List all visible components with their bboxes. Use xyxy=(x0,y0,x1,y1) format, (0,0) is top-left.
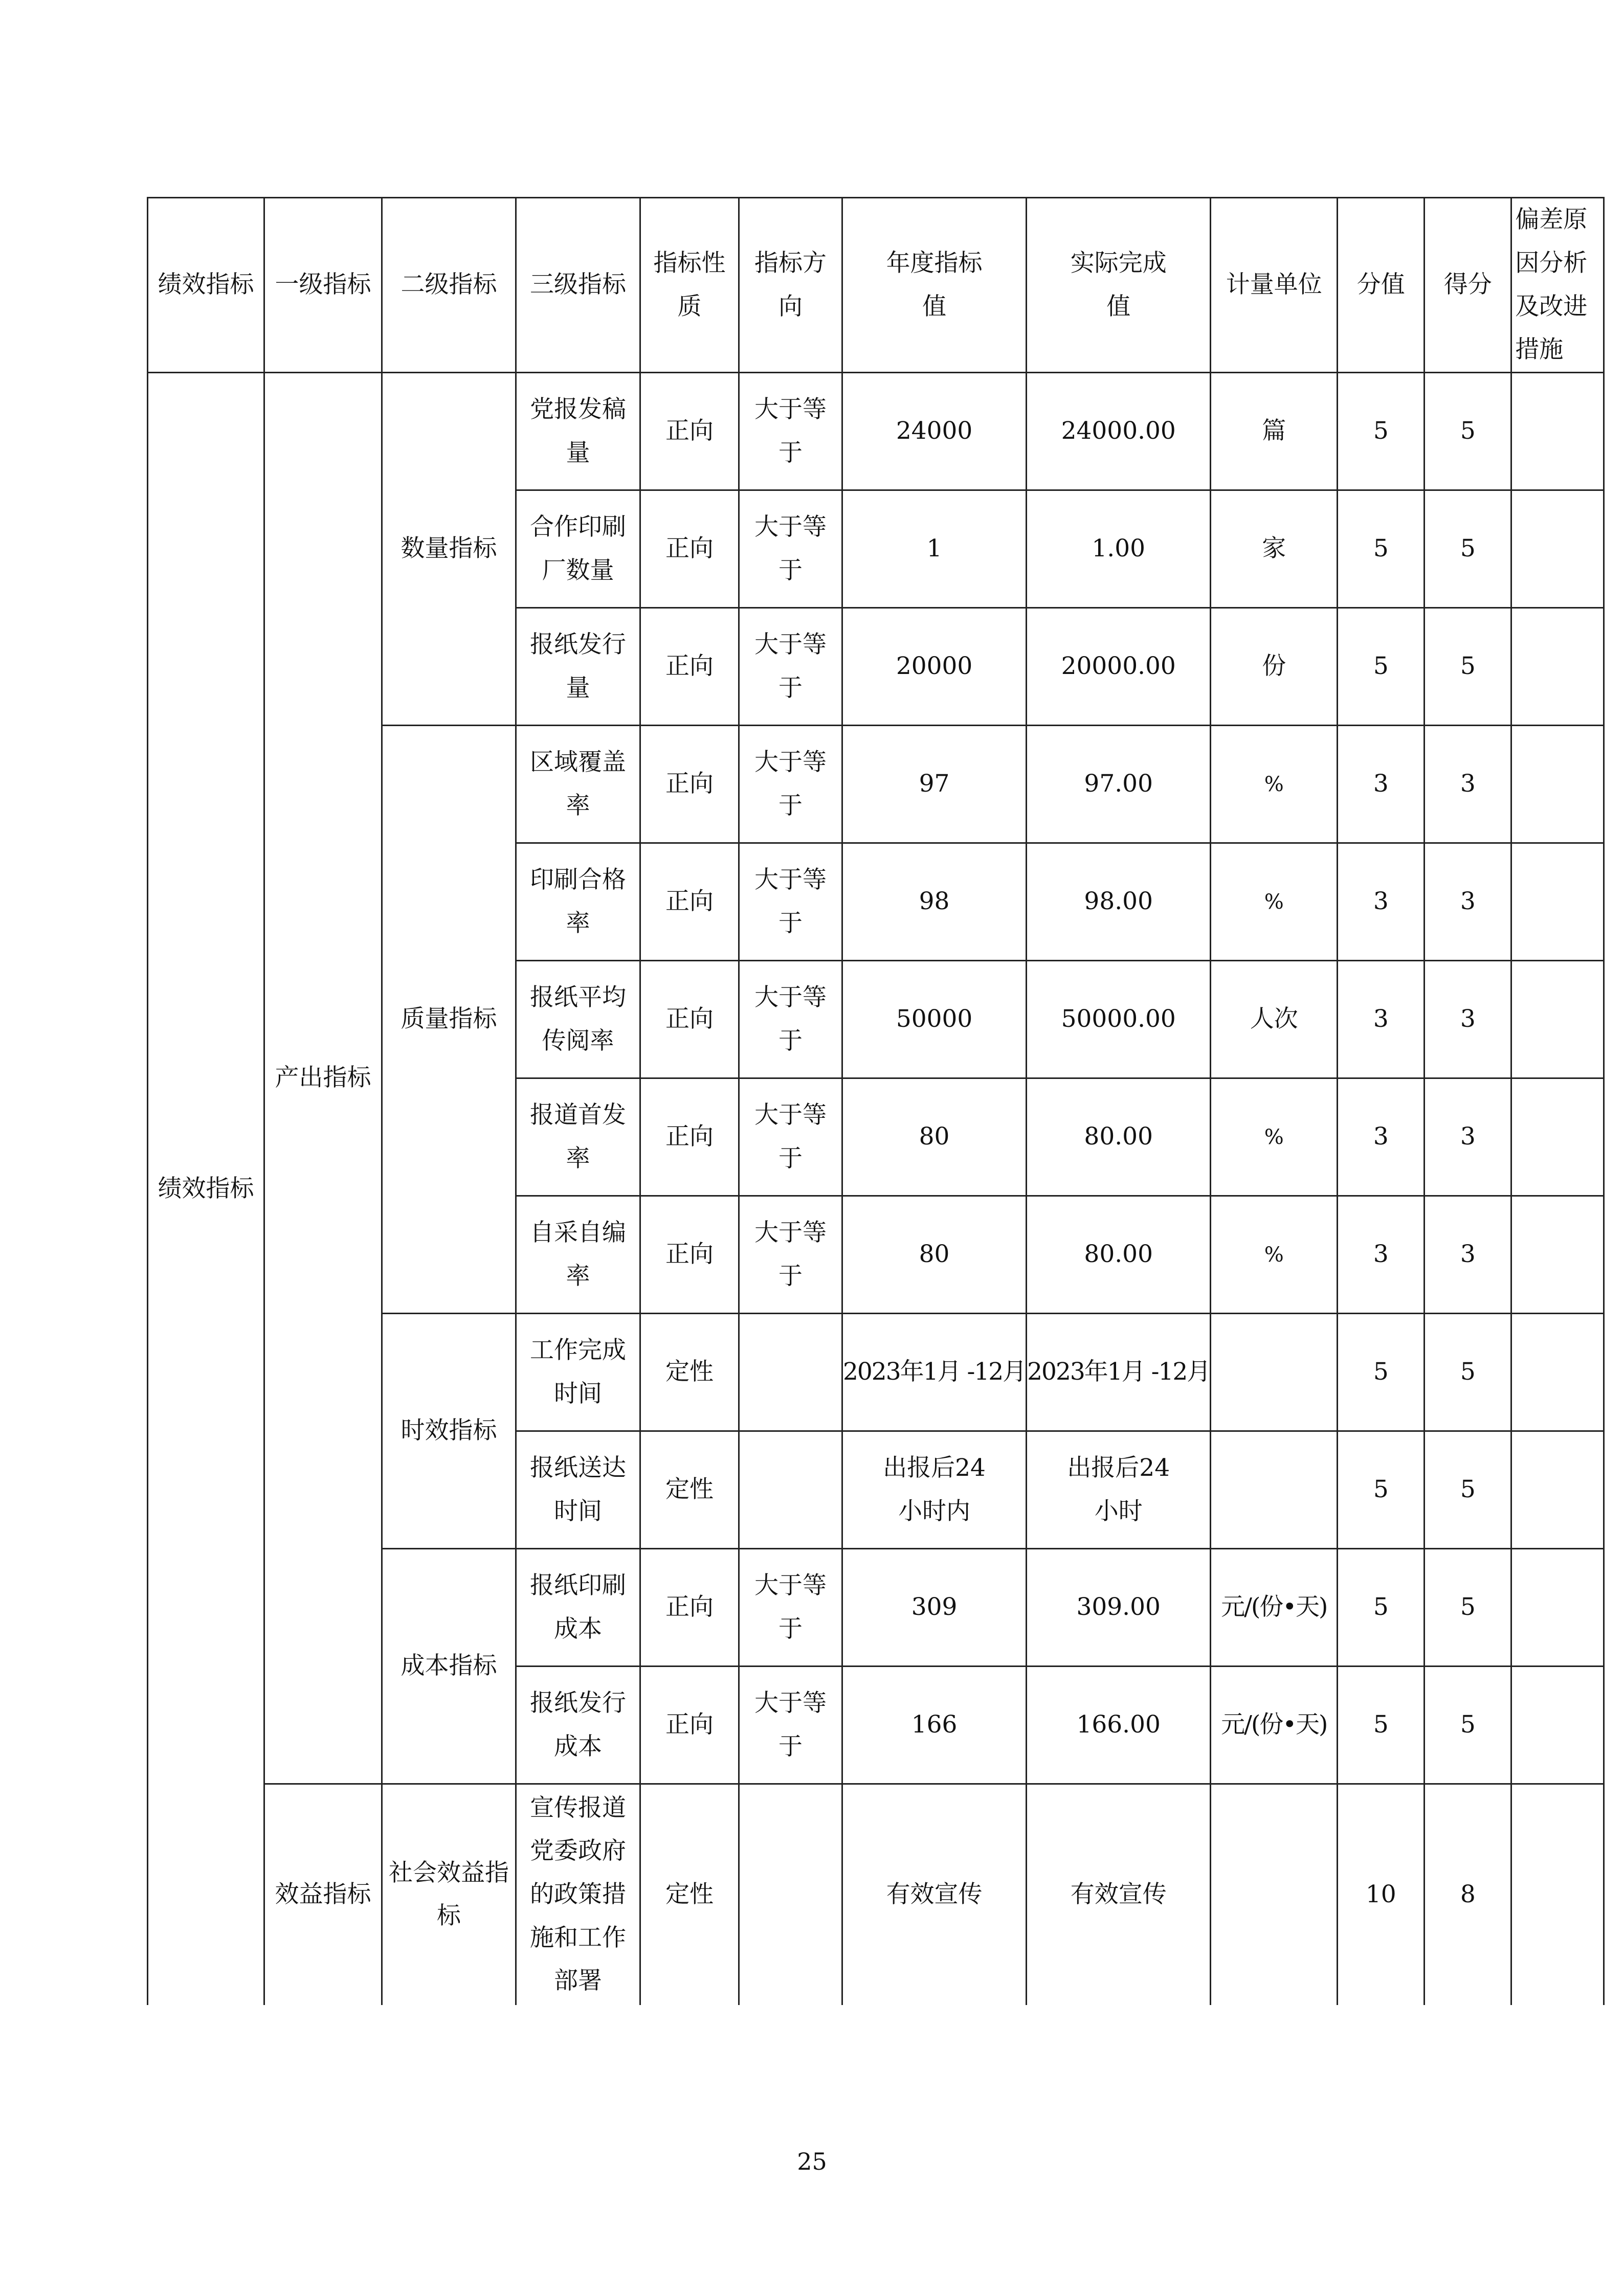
nature-cell: 正向 xyxy=(640,1667,739,1784)
nature-cell: 正向 xyxy=(640,726,739,843)
deviation-cell xyxy=(1511,1196,1604,1314)
target-value-cell: 20000 xyxy=(842,608,1027,726)
nature-cell: 正向 xyxy=(640,1549,739,1667)
deviation-cell xyxy=(1511,608,1604,726)
table-row xyxy=(148,373,1604,490)
direction-cell: 大于等于 xyxy=(739,1078,842,1196)
weight-cell: 5 xyxy=(1338,608,1425,726)
group-benefit: 效益指标 xyxy=(264,1784,382,2005)
actual-value-cell: 1.00 xyxy=(1027,490,1211,608)
actual-value-cell: 80.00 xyxy=(1027,1078,1211,1196)
nature-cell: 正向 xyxy=(640,1196,739,1314)
actual-value-cell: 80.00 xyxy=(1027,1196,1211,1314)
target-value-cell: 24000 xyxy=(842,373,1027,490)
weight-cell: 5 xyxy=(1338,1431,1425,1549)
direction-cell xyxy=(739,1431,842,1549)
nature-cell: 正向 xyxy=(640,490,739,608)
header-cell: 二级指标 xyxy=(382,198,516,373)
header-cell: 得分 xyxy=(1425,198,1511,373)
unit-cell: 元/(份•天) xyxy=(1211,1667,1338,1784)
weight-cell: 3 xyxy=(1338,961,1425,1078)
nature-cell: 定性 xyxy=(640,1784,739,2005)
unit-cell xyxy=(1211,1784,1338,2005)
actual-value-cell: 50000.00 xyxy=(1027,961,1211,1078)
indicator-name-cell: 合作印刷 厂数量 xyxy=(516,490,640,608)
weight-cell: 5 xyxy=(1338,490,1425,608)
actual-value-cell: 出报后24 小时 xyxy=(1027,1431,1211,1549)
direction-cell: 大于等于 xyxy=(739,490,842,608)
direction-cell: 大于等于 xyxy=(739,726,842,843)
deviation-cell xyxy=(1511,373,1604,490)
group-performance: 绩效指标 xyxy=(148,373,264,2005)
direction-cell: 大于等于 xyxy=(739,843,842,961)
direction-cell: 大于等于 xyxy=(739,1667,842,1784)
deviation-cell xyxy=(1511,490,1604,608)
nature-cell: 正向 xyxy=(640,373,739,490)
header-cell: 三级指标 xyxy=(516,198,640,373)
header-cell: 计量单位 xyxy=(1211,198,1338,373)
score-cell: 3 xyxy=(1425,843,1511,961)
deviation-cell xyxy=(1511,1314,1604,1431)
table-row xyxy=(148,1784,1604,2005)
nature-cell: 正向 xyxy=(640,1078,739,1196)
deviation-cell xyxy=(1511,1549,1604,1667)
indicator-name-cell: 工作完成 时间 xyxy=(516,1314,640,1431)
header-cell: 偏差原 因分析 及改进 措施 xyxy=(1511,198,1604,373)
indicator-name-cell: 报纸发行 量 xyxy=(516,608,640,726)
target-value-cell: 1 xyxy=(842,490,1027,608)
indicator-name-cell: 区域覆盖 率 xyxy=(516,726,640,843)
weight-cell: 3 xyxy=(1338,726,1425,843)
header-cell: 年度指标 值 xyxy=(842,198,1027,373)
target-value-cell: 98 xyxy=(842,843,1027,961)
target-value-cell: 出报后24 小时内 xyxy=(842,1431,1027,1549)
group-cost: 成本指标 xyxy=(382,1549,516,1784)
score-cell: 5 xyxy=(1425,1667,1511,1784)
group-output: 产出指标 xyxy=(264,373,382,1784)
target-value-cell: 2023年1月 -12月 xyxy=(842,1314,1027,1431)
unit-cell: 篇 xyxy=(1211,373,1338,490)
indicator-name-cell: 报道首发 率 xyxy=(516,1078,640,1196)
target-value-cell: 50000 xyxy=(842,961,1027,1078)
score-cell: 3 xyxy=(1425,726,1511,843)
nature-cell: 正向 xyxy=(640,608,739,726)
header-cell: 指标方向 xyxy=(739,198,842,373)
actual-value-cell: 97.00 xyxy=(1027,726,1211,843)
direction-cell: 大于等于 xyxy=(739,961,842,1078)
header-row xyxy=(148,198,1604,373)
nature-cell: 定性 xyxy=(640,1431,739,1549)
actual-value-cell: 24000.00 xyxy=(1027,373,1211,490)
group-quantity: 数量指标 xyxy=(382,373,516,726)
score-cell: 3 xyxy=(1425,1196,1511,1314)
unit-cell: % xyxy=(1211,1078,1338,1196)
direction-cell: 大于等于 xyxy=(739,608,842,726)
header-cell: 绩效指标 xyxy=(148,198,264,373)
score-cell: 5 xyxy=(1425,608,1511,726)
indicator-name-cell: 报纸平均 传阅率 xyxy=(516,961,640,1078)
performance-indicator-table xyxy=(147,197,1605,2005)
deviation-cell xyxy=(1511,726,1604,843)
target-value-cell: 有效宣传 xyxy=(842,1784,1027,2005)
group-social-benefit: 社会效益指 标 xyxy=(382,1784,516,2005)
score-cell: 8 xyxy=(1425,1784,1511,2005)
weight-cell: 3 xyxy=(1338,843,1425,961)
target-value-cell: 309 xyxy=(842,1549,1027,1667)
score-cell: 5 xyxy=(1425,1314,1511,1431)
direction-cell: 大于等于 xyxy=(739,1549,842,1667)
unit-cell: 份 xyxy=(1211,608,1338,726)
weight-cell: 3 xyxy=(1338,1078,1425,1196)
nature-cell: 正向 xyxy=(640,961,739,1078)
deviation-cell xyxy=(1511,1667,1604,1784)
weight-cell: 3 xyxy=(1338,1196,1425,1314)
unit-cell: % xyxy=(1211,843,1338,961)
unit-cell xyxy=(1211,1314,1338,1431)
weight-cell: 5 xyxy=(1338,1549,1425,1667)
unit-cell: 元/(份•天) xyxy=(1211,1549,1338,1667)
indicator-name-cell: 宣传报道 党委政府 的政策措 施和工作 部署 xyxy=(516,1784,640,2005)
indicator-name-cell: 报纸送达 时间 xyxy=(516,1431,640,1549)
nature-cell: 定性 xyxy=(640,1314,739,1431)
direction-cell: 大于等于 xyxy=(739,1196,842,1314)
unit-cell: % xyxy=(1211,1196,1338,1314)
weight-cell: 5 xyxy=(1338,373,1425,490)
header-cell: 实际完成 值 xyxy=(1027,198,1211,373)
unit-cell: % xyxy=(1211,726,1338,843)
target-value-cell: 80 xyxy=(842,1078,1027,1196)
weight-cell: 5 xyxy=(1338,1667,1425,1784)
header-cell: 指标性 质 xyxy=(640,198,739,373)
actual-value-cell: 166.00 xyxy=(1027,1667,1211,1784)
score-cell: 5 xyxy=(1425,1431,1511,1549)
actual-value-cell: 20000.00 xyxy=(1027,608,1211,726)
direction-cell xyxy=(739,1314,842,1431)
indicator-name-cell: 自采自编 率 xyxy=(516,1196,640,1314)
page-number: 25 xyxy=(797,2148,827,2175)
score-cell: 3 xyxy=(1425,961,1511,1078)
indicator-name-cell: 党报发稿 量 xyxy=(516,373,640,490)
target-value-cell: 80 xyxy=(842,1196,1027,1314)
score-cell: 5 xyxy=(1425,1549,1511,1667)
nature-cell: 正向 xyxy=(640,843,739,961)
actual-value-cell: 98.00 xyxy=(1027,843,1211,961)
group-timeliness: 时效指标 xyxy=(382,1314,516,1549)
unit-cell xyxy=(1211,1431,1338,1549)
actual-value-cell: 2023年1月 -12月 xyxy=(1027,1314,1211,1431)
score-cell: 5 xyxy=(1425,490,1511,608)
header-cell: 一级指标 xyxy=(264,198,382,373)
weight-cell: 10 xyxy=(1338,1784,1425,2005)
deviation-cell xyxy=(1511,1431,1604,1549)
group-quality: 质量指标 xyxy=(382,726,516,1314)
indicator-name-cell: 印刷合格 率 xyxy=(516,843,640,961)
actual-value-cell: 309.00 xyxy=(1027,1549,1211,1667)
direction-cell: 大于等于 xyxy=(739,373,842,490)
indicator-name-cell: 报纸发行 成本 xyxy=(516,1667,640,1784)
unit-cell: 人次 xyxy=(1211,961,1338,1078)
direction-cell xyxy=(739,1784,842,2005)
score-cell: 5 xyxy=(1425,373,1511,490)
target-value-cell: 97 xyxy=(842,726,1027,843)
score-cell: 3 xyxy=(1425,1078,1511,1196)
deviation-cell xyxy=(1511,1784,1604,2005)
header-cell: 分值 xyxy=(1338,198,1425,373)
deviation-cell xyxy=(1511,961,1604,1078)
actual-value-cell: 有效宣传 xyxy=(1027,1784,1211,2005)
target-value-cell: 166 xyxy=(842,1667,1027,1784)
weight-cell: 5 xyxy=(1338,1314,1425,1431)
deviation-cell xyxy=(1511,1078,1604,1196)
unit-cell: 家 xyxy=(1211,490,1338,608)
indicator-name-cell: 报纸印刷 成本 xyxy=(516,1549,640,1667)
deviation-cell xyxy=(1511,843,1604,961)
